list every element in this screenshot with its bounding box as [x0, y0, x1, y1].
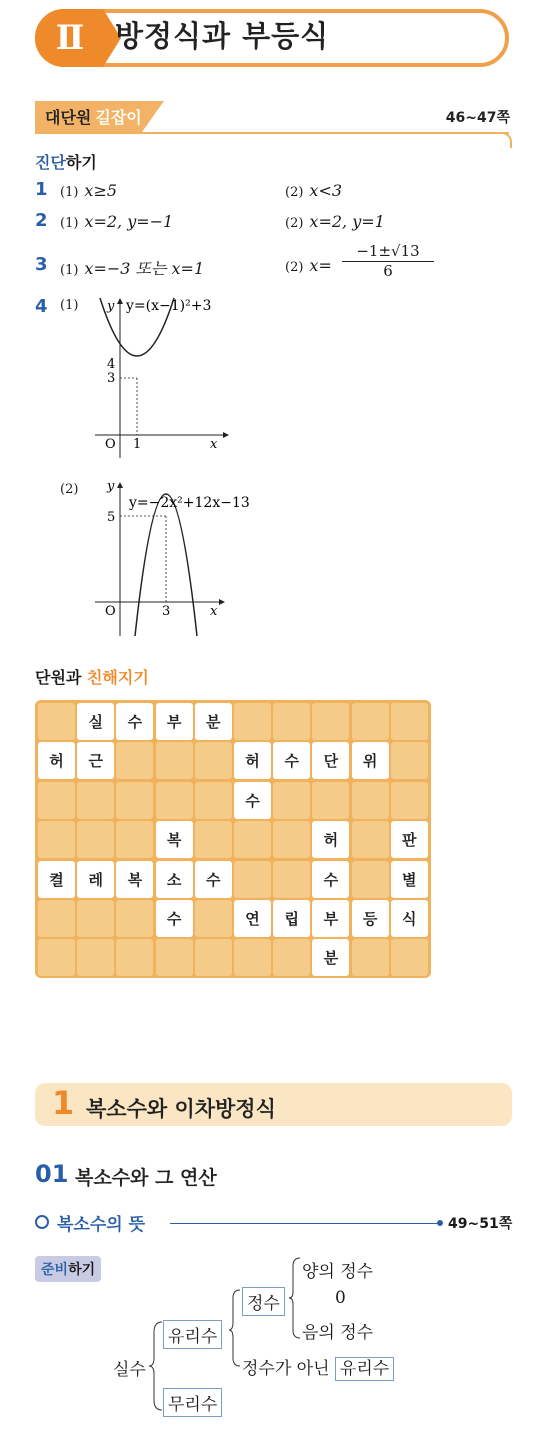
crossword-cell-filled: 등 — [352, 900, 389, 937]
crossword-cell-filled: 허 — [312, 821, 349, 858]
answer-1-part2 — [285, 181, 342, 200]
answer-number-1: 1 — [35, 179, 48, 200]
crossword-cell-empty — [77, 939, 114, 976]
crossword-cell-empty — [352, 861, 389, 898]
answer-text: x≥5 — [84, 181, 118, 200]
graph2-y-label: y — [107, 479, 115, 494]
answer-number-2: 2 — [35, 210, 48, 231]
tree-non-integer-box: 유리수 — [335, 1357, 394, 1381]
lesson-number: 01 — [35, 1160, 69, 1188]
graph2-equation: y=−2x²+12x−13 — [129, 495, 250, 511]
crossword-cell-filled: 허 — [234, 742, 271, 779]
graph1-x-label: x — [210, 437, 218, 452]
graph2-origin: O — [105, 604, 116, 619]
graph2-label: (2) — [60, 482, 79, 497]
diagnosis-title — [35, 150, 97, 173]
crossword-cell-filled: 립 — [273, 900, 310, 937]
crossword-cell-filled: 수 — [195, 861, 232, 898]
answer-label: (1) — [60, 263, 79, 278]
crossword-cell-empty — [273, 939, 310, 976]
crossword-cell-empty — [234, 939, 271, 976]
crossword-cell-empty — [273, 703, 310, 740]
graph2-y-arrow — [117, 482, 123, 488]
tree-rational: 유리수 — [163, 1320, 222, 1349]
crossword-cell-empty — [352, 782, 389, 819]
crossword-cell-empty — [116, 821, 153, 858]
graph1-y-arrow — [117, 298, 123, 304]
tree-brace-root — [148, 1320, 164, 1412]
crossword-cell-empty — [156, 939, 193, 976]
crossword-cell-filled: 수 — [116, 703, 153, 740]
section-tag-dark: 대단원 — [45, 108, 92, 127]
tree-zero: 0 — [335, 1288, 346, 1308]
crossword-cell-empty — [156, 742, 193, 779]
crossword-cell-empty — [391, 703, 428, 740]
crossword-cell-empty — [273, 782, 310, 819]
diagnosis-title-highlight: 진단 — [35, 153, 66, 172]
crossword-cell-filled: 근 — [77, 742, 114, 779]
crossword-cell-empty — [116, 782, 153, 819]
unit-friend-title-rest: 단원과 — [35, 668, 87, 687]
crossword-cell-filled: 위 — [352, 742, 389, 779]
crossword-cell-filled: 부 — [156, 703, 193, 740]
crossword-cell-filled: 분 — [195, 703, 232, 740]
graph2-tick-3: 3 — [162, 604, 171, 619]
section-tag — [35, 101, 142, 132]
answer-text: x= — [309, 256, 332, 275]
crossword-cell-empty — [38, 821, 75, 858]
crossword-cell-empty — [391, 939, 428, 976]
answer-text: x=2, y=1 — [309, 212, 385, 231]
answer-label: (1) — [60, 185, 79, 200]
crossword-cell-filled: 레 — [77, 861, 114, 898]
topic-leader-dot — [437, 1220, 443, 1226]
tree-non-integer — [242, 1354, 394, 1379]
lesson-title: 복소수와 그 연산 — [75, 1167, 217, 1189]
unit-title: 복소수와 이차방정식 — [86, 1097, 276, 1121]
tree-integer: 정수 — [242, 1287, 285, 1316]
topic-title: 복소수의 뜻 — [57, 1215, 146, 1235]
crossword-cell-filled: 부 — [312, 900, 349, 937]
crossword-cell-empty — [352, 703, 389, 740]
graph1-x-arrow — [223, 432, 229, 438]
crossword-cell-empty — [38, 939, 75, 976]
crossword-cell-empty — [391, 742, 428, 779]
prep-tag-rest: 하기 — [68, 1262, 96, 1278]
graph1 — [85, 292, 235, 462]
unit-number: 1 — [52, 1084, 75, 1122]
diagnosis-title-rest: 하기 — [65, 153, 97, 172]
crossword-cell-empty — [77, 782, 114, 819]
answer-label: (2) — [285, 260, 304, 275]
prep-tag-highlight: 준비 — [41, 1262, 69, 1278]
tree-positive: 양의 정수 — [302, 1262, 374, 1282]
graph1-label: (1) — [60, 298, 79, 313]
fraction-numerator: −1±√13 — [342, 242, 434, 262]
answer-2-part2 — [285, 212, 385, 231]
crossword-cell-filled: 분 — [312, 939, 349, 976]
graph1-tick-1: 1 — [133, 437, 142, 452]
graph2-x-arrow — [219, 599, 225, 605]
crossword-cell-empty — [312, 703, 349, 740]
crossword-cell-filled: 단 — [312, 742, 349, 779]
section-divider — [35, 132, 509, 134]
tree-irrational: 무리수 — [163, 1388, 222, 1417]
graph1-equation: y=(x−1)²+3 — [126, 298, 212, 314]
tree-non-integer-prefix: 정수가 아닌 — [242, 1359, 330, 1379]
answer-1-part1 — [60, 181, 117, 200]
topic-bullet-icon — [35, 1215, 49, 1229]
crossword-cell-empty — [195, 939, 232, 976]
answer-label: (1) — [60, 216, 79, 231]
crossword-cell-filled: 식 — [391, 900, 428, 937]
crossword-cell-empty — [234, 703, 271, 740]
answer-number-3: 3 — [35, 254, 48, 275]
crossword-cell-empty — [38, 900, 75, 937]
graph1-y-label: y — [107, 299, 115, 314]
answer-2-part1 — [60, 212, 173, 231]
answer-label: (2) — [285, 216, 304, 231]
crossword-cell-empty — [195, 900, 232, 937]
graph2-x-label: x — [210, 604, 218, 619]
answer-text: x=−3 또는 x=1 — [84, 259, 205, 278]
crossword-cell-empty — [38, 782, 75, 819]
crossword-cell-filled: 허 — [38, 742, 75, 779]
crossword-cell-empty — [352, 939, 389, 976]
crossword-cell-filled: 수 — [312, 861, 349, 898]
crossword-cell-filled: 수 — [273, 742, 310, 779]
answer-number-4: 4 — [35, 296, 48, 317]
section-pages: 46~47쪽 — [445, 110, 510, 126]
graph2 — [85, 474, 285, 639]
tree-root: 실수 — [113, 1360, 146, 1380]
chapter-number-badge: Ⅱ — [35, 9, 103, 67]
crossword-cell-empty — [352, 821, 389, 858]
crossword-cell-empty — [312, 782, 349, 819]
crossword-cell-empty — [38, 703, 75, 740]
graph1-tick-4: 4 — [107, 357, 116, 372]
crossword-cell-filled: 소 — [156, 861, 193, 898]
crossword-cell-empty — [116, 939, 153, 976]
answer-3-part2 — [285, 256, 332, 275]
crossword-cell-filled: 별 — [391, 861, 428, 898]
crossword-cell-empty — [116, 900, 153, 937]
crossword-cell-empty — [234, 861, 271, 898]
tree-brace-rational — [228, 1288, 242, 1370]
crossword-cell-empty — [195, 821, 232, 858]
crossword-cell-empty — [391, 782, 428, 819]
answer-label: (2) — [285, 185, 304, 200]
crossword-cell-empty — [77, 821, 114, 858]
topic-leader-line — [170, 1223, 440, 1224]
answer-3-fraction — [342, 242, 434, 280]
unit-friend-title — [35, 665, 149, 688]
tree-brace-integer — [288, 1256, 302, 1340]
crossword-cell-empty — [234, 821, 271, 858]
graph2-tick-5: 5 — [107, 510, 116, 525]
graph1-tick-3: 3 — [107, 371, 116, 386]
section-tag-light: 길잡이 — [95, 108, 142, 127]
tree-negative: 음의 정수 — [302, 1323, 374, 1343]
crossword-cell-empty — [195, 742, 232, 779]
chapter-title: 방정식과 부등식 — [115, 19, 330, 53]
crossword-cell-filled: 켤 — [38, 861, 75, 898]
crossword-cell-filled: 연 — [234, 900, 271, 937]
answer-text: x=2, y=−1 — [84, 212, 174, 231]
fraction-denominator: 6 — [383, 262, 393, 280]
crossword-cell-empty — [156, 782, 193, 819]
crossword-cell-empty — [195, 782, 232, 819]
crossword-cell-filled: 수 — [156, 900, 193, 937]
crossword-cell-filled: 복 — [156, 821, 193, 858]
unit-friend-title-highlight: 친해지기 — [86, 668, 149, 687]
answer-text: x<3 — [309, 181, 343, 200]
section-divider-corner — [498, 132, 512, 148]
graph1-origin: O — [105, 437, 116, 452]
crossword-cell-empty — [273, 821, 310, 858]
topic-pages: 49~51쪽 — [448, 1216, 513, 1232]
crossword-cell-filled: 복 — [116, 861, 153, 898]
crossword-cell-filled: 수 — [234, 782, 271, 819]
crossword-cell-filled: 판 — [391, 821, 428, 858]
crossword-cell-empty — [273, 861, 310, 898]
prep-tag — [35, 1256, 101, 1282]
crossword-cell-empty — [116, 742, 153, 779]
crossword-cell-empty — [77, 900, 114, 937]
answer-3-part1 — [60, 256, 204, 279]
crossword-cell-filled: 실 — [77, 703, 114, 740]
crossword-board — [35, 700, 431, 978]
